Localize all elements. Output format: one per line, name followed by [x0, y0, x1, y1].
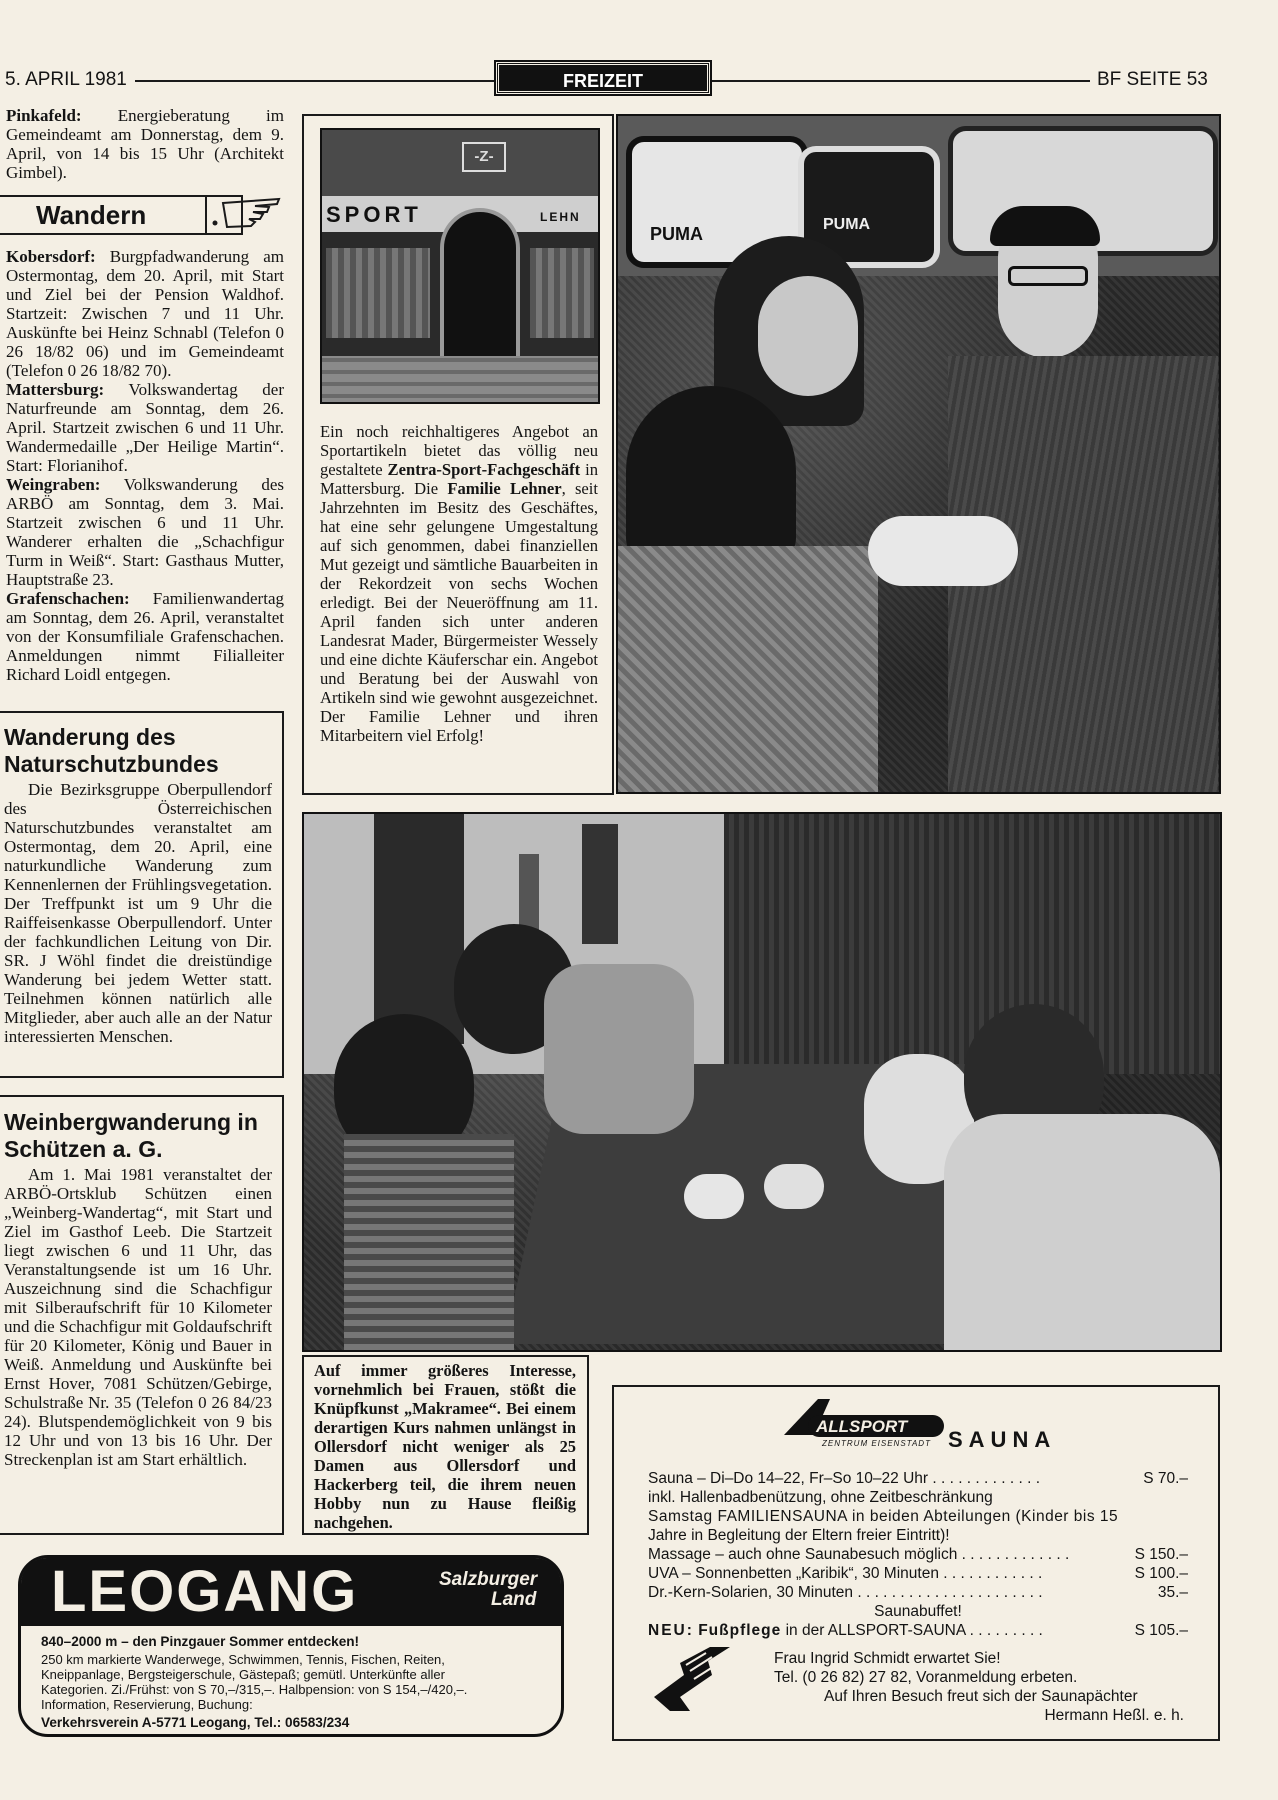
naturschutz-text: Die Bezirksgruppe Oberpullendorf des Österreichischen Naturschutzbundes veranstaltet am Ostermontag, dem 20. April, eine naturkundliche Wanderung zum Kennenlernen der Frühlingsvegetation. Der Treffpunkt ist um 9 Uhr die Raiffeisenkasse Oberpullendorf. Unter der fachkundlichen Leitung von Dir. SR. J Wöhl findet die dreistündige Wanderung bei jedem Wetter statt. Teilnehmen können natürlich alle Mitglieder, aber auch alle an der Natur interessierten Menschen.: [4, 780, 272, 1046]
price-row: Samstag FAMILIENSAUNA in beiden Abteilungen (Kinder bis 15: [648, 1508, 1119, 1525]
allsport-logo-text: ALLSPORT: [816, 1417, 908, 1436]
sauna-price-list: [648, 1469, 1188, 1640]
leogang-headline: 840–2000 m – den Pinzgauer Sommer entdecken!: [41, 1634, 360, 1649]
shop-window: [326, 248, 430, 338]
leogang-contact: Verkehrsverein A-5771 Leogang, Tel.: 06583/234: [41, 1715, 350, 1730]
bag-brand-label: PUMA: [650, 224, 703, 244]
pinkafeld-item: Pinkafeld: Energieberatung im Gemeindeamt am Donnerstag, dem 9. April, von 14 bis 15 Uhr (Architekt Gimbel).: [6, 106, 284, 182]
glasses: [1008, 266, 1088, 286]
wall-hanging: [374, 814, 464, 1044]
shoe-in-hand: [868, 516, 1018, 586]
wandern-entry: Grafenschachen: Familienwandertag am Sonntag, dem 26. April, veranstaltet von der Konsumfiliale Grafenschachen. Anmeldungen nimmt Filialleiter Richard Loidl entgegen.: [6, 589, 284, 684]
weinberg-box: [0, 1095, 284, 1535]
makramee-course-photo: [302, 812, 1222, 1352]
header-date: 5. APRIL 1981: [5, 69, 127, 90]
price-row: UVA – Sonnenbetten „Karibik“, 30 Minuten . . . . . . . . . . . . S 100.–: [648, 1565, 1188, 1582]
price-row: Jahre in Begleitung der Eltern freier Eintritt)!: [648, 1527, 950, 1544]
wandern-entry: Kobersdorf: Burgpfadwanderung am Ostermontag, dem 20. April, mit Start und Ziel bei der Pension Waldhof. Startzeit: Zwischen 7 und 11 Uhr. Auskünfte bei Heinz Schnabl (Telefon 0 26 18/82 06) und im Gemeindeamt (Telefon 0 26 18/82 70).: [6, 247, 284, 380]
participant-plaid-shirt: [344, 1134, 514, 1350]
shop-window: [530, 248, 594, 338]
header-rule-left: [135, 80, 495, 82]
makramee-caption: Auf immer größeres Interesse, vornehmlich bei Frauen, stößt die Knüpfkunst „Makramee“. Bei einem derartigen Kurs nahmen unlängst in Ollersdorf nicht weniger als 25 Damen aus Ollersdorf und Hackerberg teil, die ihrem neuen Hobby nun zu Hause fleißig nachgehen.: [314, 1361, 576, 1532]
leogang-ad: [18, 1555, 564, 1737]
sauna-ad: [612, 1385, 1220, 1741]
store-sign-name: LEHN: [540, 210, 581, 224]
price-row: Dr.-Kern-Solarien, 30 Minuten . . . . . . . . . . . . . . . . . . . . . . 35.–: [648, 1584, 1188, 1601]
customer-blouse: [618, 546, 878, 794]
sauna-title: SAUNA: [948, 1427, 1057, 1452]
section-label: FREIZEIT: [496, 62, 710, 94]
wandern-heading-box: [0, 195, 207, 235]
man-hair: [990, 206, 1100, 246]
bag-brand-label: PUMA: [823, 216, 871, 233]
header-page: BF SEITE 53: [1097, 69, 1208, 90]
salzburger-label: Salzburger: [439, 1569, 538, 1590]
pointing-hand-icon: [205, 195, 283, 235]
yarn-ball: [764, 1164, 824, 1209]
allsport-emblem-icon: [650, 1645, 736, 1715]
wandern-entry: Mattersburg: Volkswandertag der Naturfreunde am Sonntag, dem 26. April. Startzeit zwischen 6 und 11 Uhr. Wandermedaille „Der Heilige Martin“. Start: Florianihof.: [6, 380, 284, 475]
sauna-buffet: Saunabuffet!: [874, 1603, 962, 1620]
allsport-logo-sub: ZENTRUM EISENSTADT: [822, 1439, 931, 1448]
sport-caption: Ein noch reichhaltigeres Angebot an Sportartikeln bietet das völlig neu gestaltete Zentra-Sport-Fachgeschäft in Mattersburg. Die Familie Lehner, seit Jahrzehnten im Besitz des Geschäftes, hat eine sehr gelungene Umgestaltung auf sich genommen, dabei finanziellen Mut gezeigt und sämtliche Bauarbeiten in der Rekordzeit von sechs Wochen erledigt. Bei der Neueröffnung am 11. April fanden sich unter anderen Landesrat Mader, Bürgermeister Wessely und eine dichte Käuferschar ein. Angebot und Beratung bei der Auswahl von Artikeln sind wie gewohnt ausgezeichnet. Der Familie Lehner und ihren Mitarbeitern viel Erfolg!: [320, 422, 598, 745]
woman-face: [758, 276, 858, 396]
header-rule-right: [712, 80, 1090, 82]
allsport-logo: [778, 1393, 948, 1451]
sauna-contact: Frau Ingrid Schmidt erwartet Sie! Tel. (0 26 82) 27 82, Voranmeldung erbeten. Auf Ihren Besuch freut sich der Saunapächter Hermann Heßl. e. h.: [774, 1650, 1184, 1724]
price-row: Massage – auch ohne Saunabesuch möglich . . . . . . . . . . . . . S 150.–: [648, 1546, 1188, 1563]
weinberg-text: Am 1. Mai 1981 veranstaltet der ARBÖ-Ortsklub Schützen einen „Weinberg-Wandertag“, mit Start und Ziel im Gasthof Leeb. Die Startzeit liegt zwischen 6 und 11 Uhr, das Veranstaltungsende ist um 16 Uhr. Auszeichnung sind die Schachfigur mit Silberaufschrift für 10 Kilometer und die Schachfigur mit Goldaufschrift für 20 Kilometer, König und Bauer in Weiß. Anmeldung und Auskünfte bei Ernst Hover, 7081 Schützen/Gebirge, Schulstraße Nr. 35 (Telefon 0 26 84/23 24). Blutspendemöglichkeit von 9 bis 12 Uhr und von 13 bis 16 Uhr. Der Streckenplan ist am Start erhältlich.: [4, 1165, 272, 1469]
participant: [544, 964, 694, 1134]
store-logo: -Z-: [462, 142, 506, 172]
participant-white-top: [944, 1114, 1220, 1350]
price-row: Sauna – Di–Do 14–22, Fr–So 10–22 Uhr . . . . . . . . . . . . . S 70.–: [648, 1470, 1188, 1487]
price-row: inkl. Hallenbadbenützung, ohne Zeitbeschränkung: [648, 1489, 993, 1506]
leogang-logo: LEOGANG: [51, 1559, 359, 1624]
makramee-caption-box: [302, 1355, 589, 1535]
price-row-neu: NEU: Fußpflege in der ALLSPORT-SAUNA . . . . . . . . . S 105.–: [648, 1622, 1188, 1639]
store-front-photo: [320, 128, 600, 404]
weinberg-title: Weinbergwanderung in Schützen a. G.: [4, 1109, 258, 1162]
wandern-heading: Wandern: [36, 200, 147, 230]
customer-hair: [626, 386, 796, 566]
shop-opening-photo: [616, 114, 1221, 794]
wandern-entry: Weingraben: Volkswanderung des ARBÖ am Sonntag, dem 3. Mai. Startzeit zwischen 6 und 11 Uhr. Wanderer erhalten die „Schachfigur Turm in Weiß“. Start: Gasthaus Mutter, Hauptstraße 23.: [6, 475, 284, 589]
naturschutz-box: [0, 711, 284, 1078]
store-sign: SPORT: [326, 202, 422, 227]
wandern-list: [6, 247, 284, 684]
leogang-details: 250 km markierte Wanderwege, Schwimmen, Tennis, Fischen, Reiten, Kneippanlage, Bergsteigerschule, Gästepaß; gemütl. Unterkünfte aller Kategorien. Zi./Frühst: von S 70,–/315,–. Halbpension: von S 154,–/420,–. Information, Reservierung, Buchung:: [41, 1652, 468, 1712]
naturschutz-title: Wanderung des Naturschutzbundes: [4, 724, 219, 777]
sport-article-box: [302, 114, 614, 795]
yarn-ball: [684, 1174, 744, 1219]
land-label: Land: [491, 1589, 537, 1610]
store-steps: [322, 356, 598, 404]
